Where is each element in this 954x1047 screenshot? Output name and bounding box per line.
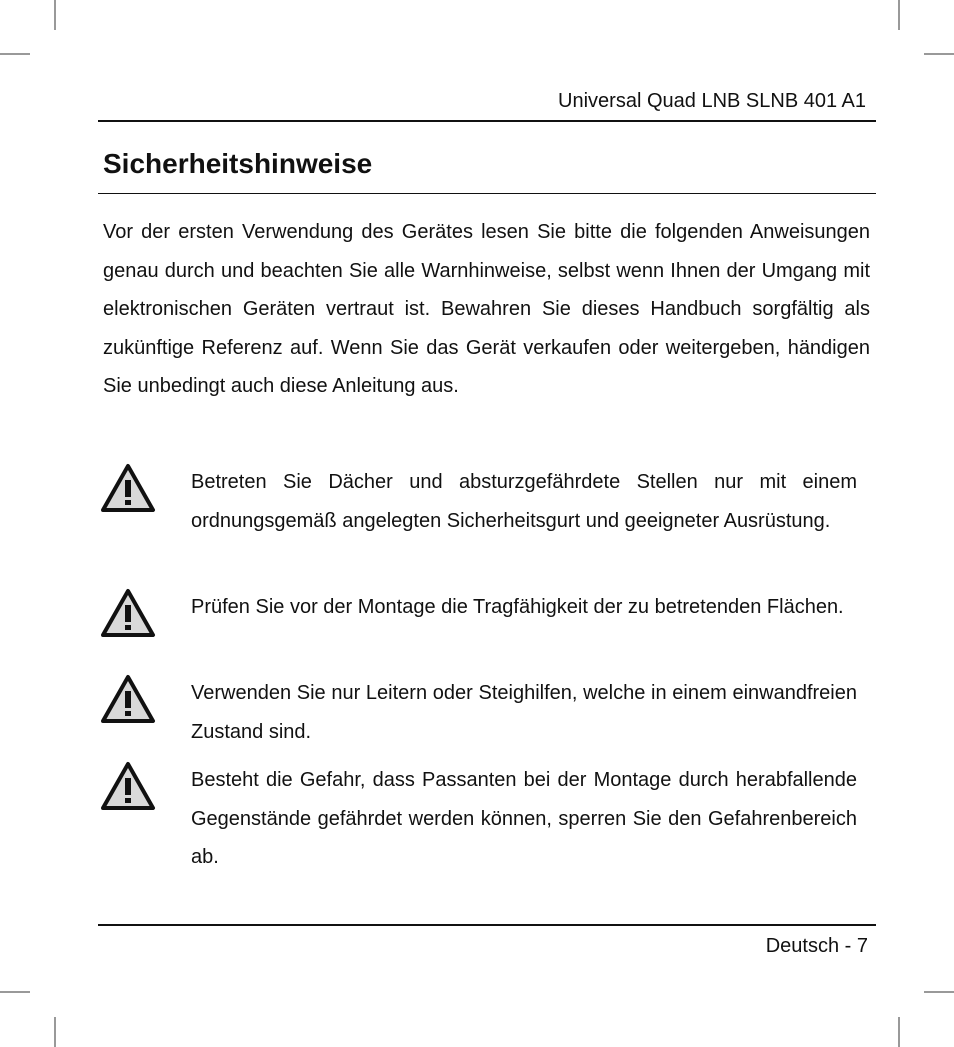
warning-triangle-icon xyxy=(100,761,156,811)
title-rule xyxy=(98,193,876,194)
warning-text: Besteht die Gefahr, dass Passanten bei der Montage durch herabfallende Gegenstände gefährdet werden können, sperren Sie den Gefahrenbereich ab. xyxy=(191,769,857,868)
warning-item xyxy=(100,463,857,540)
intro-paragraph: Vor der ersten Verwendung des Gerätes lesen Sie bitte die folgenden Anweisungen genau durch und beachten Sie alle Warnhinweise, selbst wenn Ihnen der Umgang mit elektronischen Geräten vertraut ist. Bewahren Sie dieses Handbuch sorgfältig als zukünftige Referenz auf. Wenn Sie das Gerät verkaufen oder weitergeben, händigen Sie unbedingt auch diese Anleitung aus. xyxy=(103,221,870,397)
page-footer xyxy=(766,931,868,961)
warning-text: Verwenden Sie nur Leitern oder Steighilfen, welche in einem einwandfreien Zustand sind. xyxy=(191,682,857,743)
crop-mark-bottom-left-vertical xyxy=(54,1017,56,1047)
crop-mark-top-left-horizontal xyxy=(0,53,30,55)
footer-separator: - xyxy=(844,935,852,957)
warning-item xyxy=(100,588,857,627)
warning-triangle-icon xyxy=(100,588,156,638)
warning-text: Betreten Sie Dächer und absturzgefährdete Stellen nur mit einem ordnungsgemäß angelegten Sicherheitsgurt und geeigneter Ausrüstung. xyxy=(191,471,857,532)
warning-triangle-icon xyxy=(100,674,156,724)
page-number: 7 xyxy=(856,935,868,957)
warning-triangle-icon xyxy=(100,463,156,513)
header-rule xyxy=(98,120,876,122)
running-header: Universal Quad LNB SLNB 401 A1 xyxy=(558,90,866,112)
crop-mark-top-right-horizontal xyxy=(924,53,954,55)
crop-mark-bottom-right-vertical xyxy=(898,1017,900,1047)
section-title: Sicherheitshinweise xyxy=(103,148,373,179)
crop-mark-top-right-vertical xyxy=(898,0,900,30)
crop-mark-bottom-left-horizontal xyxy=(0,991,30,993)
footer-rule xyxy=(98,924,876,926)
crop-mark-bottom-right-horizontal xyxy=(924,991,954,993)
crop-mark-top-left-vertical xyxy=(54,0,56,30)
warning-text: Prüfen Sie vor der Montage die Tragfähigkeit der zu betretenden Flächen. xyxy=(191,596,844,618)
footer-language: Deutsch xyxy=(765,935,840,957)
warning-item xyxy=(100,761,857,877)
warning-item xyxy=(100,674,857,751)
